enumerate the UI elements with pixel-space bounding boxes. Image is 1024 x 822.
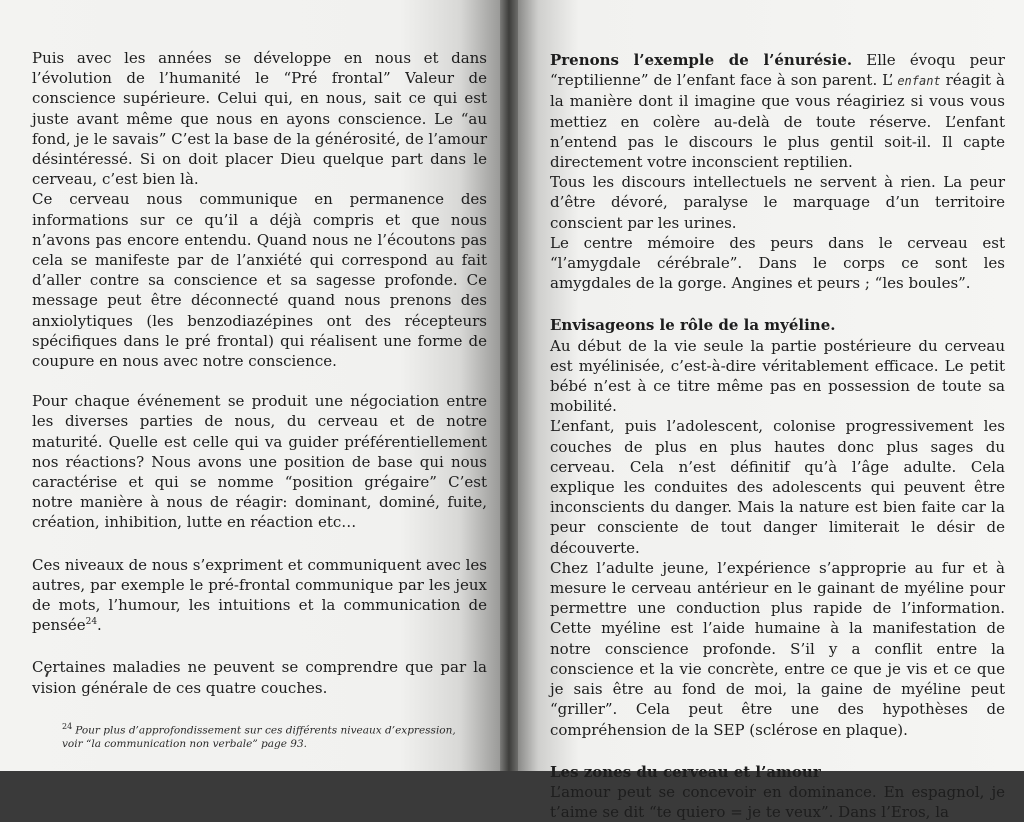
paragraph: L’enfant, puis l’adolescent, colonise progressivement les couches de plus en plus hautes donc plus sages du cerveau. Cela n’est définitif qu’à l’âge adulte. Cela explique les conduites des adolescents qui peuvent être inconscients du danger. Mais la nature est bien faite car la peur consciente de tout danger limiterait le désir de découverte. — [550, 417, 1005, 557]
paragraph: Ce cerveau nous communique en permanence des informations sur ce qu’il a déjà compris et que nous n’avons pas encore entendu. Quand nous ne l’écoutons pas cela se manifeste par de l’anxiété qui correspond au fait d’aller contre sa conscience et sa sagesse profonde. Ce message peut être déconnecté quand nous prenons des anxiolytiques (les benzodiazépines ont des récepteurs spécifiques dans le pré frontal) qui réalisent une forme de coupure en nous avec notre conscience. — [32, 190, 487, 371]
book-gutter — [500, 0, 518, 771]
footnote-number: 24 — [62, 722, 73, 731]
paragraph: Au début de la vie seule la partie postérieure du cerveau est myélinisée, c’est-à-dire véritablement efficace. Le petit bébé n’est à ce titre même pas en possession de toute sa mobilité. — [550, 336, 1005, 416]
right-text-column — [550, 50, 1005, 822]
inline-heading: Prenons l’exemple de l’énurésie. — [550, 51, 853, 69]
section-heading: Envisageons le rôle de la myéline. — [550, 316, 836, 335]
paragraph-text: réagit à la manière dont il imagine que vous réagiriez si vous vous mettiez en colère au-delà de toute réserve. L’enfant n’entend pas le discours le plus gentil soit-il. Il capte directement votre inconscient reptilien. — [550, 71, 1005, 172]
footnote-text: Pour plus d’approfondissement sur ces différents niveaux d’expression, voir “la communication non verbale” page 93. — [62, 724, 456, 750]
paragraph: Ces niveaux de nous s’expriment et communiquent avec les autres, par exemple le pré-frontal communique par les jeux de mots, l’humour, les intuitions et la communication de pensée$^{24}$. — [32, 555, 487, 635]
paragraph: Le centre mémoire des peurs dans le cerveau est “l’amygdale cérébrale”. Dans le corps ce sont les amygdales de la gorge. Angines et peurs ; “les boules”. — [550, 233, 1005, 293]
paragraph — [550, 50, 1005, 172]
section-heading: Les zones du cerveau et l’amour — [550, 762, 821, 781]
left-text-column — [32, 48, 487, 698]
paragraph-text: Ces niveaux de nous s’expriment et communiquent avec les autres, par exemple le pré-frontal communique par les jeux de mots, l’humour, les intuitions et la communication de pensée — [32, 555, 487, 635]
footnote-marker: 24 — [85, 617, 98, 628]
paragraph: L’amour peut se concevoir en dominance. En espagnol, je t’aime se dit “te quiero = je te veux”. Dans l’Eros, la — [550, 782, 1005, 822]
paragraph: Tous les discours intellectuels ne servent à rien. La peur d’être dévoré, paralyse le marquage d’un territoire conscient par les urines. — [550, 173, 1005, 232]
right-page — [518, 0, 1024, 822]
paragraph: Puis avec les années se développe en nous et dans l’évolution de l’humanité le “Pré frontal” Valeur de conscience supérieure. Celui qui, en nous, sait ce qui est juste avant même que nous en ayons conscience. Le “au fond, je le savais” C’est la base de la générosité, de l’amour désintéressé. Si on doit placer Dieu quelque part dans le cerveau, c’est bien là. — [32, 49, 487, 189]
left-page — [0, 0, 500, 771]
footnote — [62, 720, 462, 751]
paragraph: Certaines maladies ne peuvent se comprendre que par la vision générale de ces quatre couches. — [32, 658, 487, 697]
handwritten-annotation: enfant — [897, 74, 941, 89]
paragraph: Pour chaque événement se produit une négociation entre les diverses parties de nous, du cerveau et de notre maturité. Quelle est celle qui va guider préférentiellement nos réactions? Nous avons une position de base qui nous caractérise et qui se nomme “position grégaire” C’est notre manière à nous de réagir: dominant, dominé, fuite, création, inhibition, lutte en réaction etc… — [32, 392, 487, 532]
paragraph: Chez l’adulte jeune, l’expérience s’approprie au fur et à mesure le cerveau antérieur en le gainant de myéline pour permettre une conduction plus rapide de l’information. Cette myéline est l’aide humaine à la manifestation de notre conscience profonde. S’il y a conflit entre la conscience et la vie concrète, entre ce que je vis et ce que je sais être au fond de moi, la gaine de myéline peut “griller”. Cela peut être une des hypothèses de compréhension de la SEP (sclérose en plaque). — [550, 558, 1005, 739]
paragraph-text: Elle évoqu peur “reptilienne” de l’enfant face à son parent. L’ — [550, 51, 1005, 90]
